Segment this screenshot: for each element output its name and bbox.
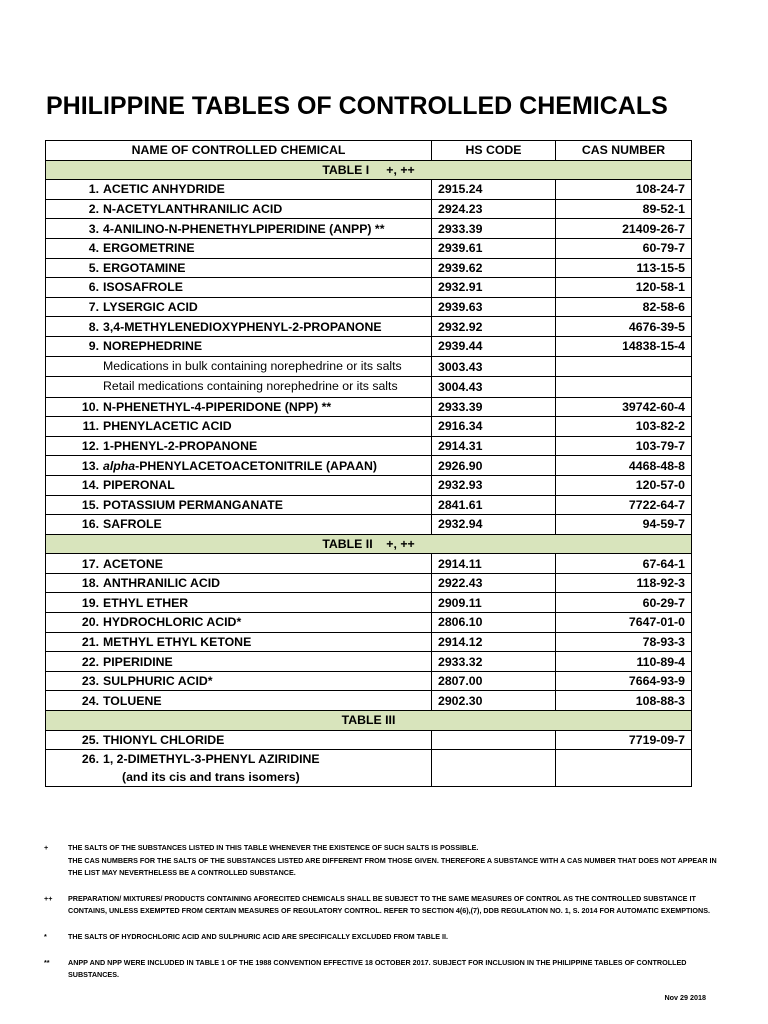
chemical-name: SULPHURIC ACID* — [103, 674, 213, 689]
chemical-name-cell — [46, 554, 432, 574]
table-row — [46, 336, 692, 356]
hs-code-cell: 2932.92 — [432, 317, 556, 337]
footnote-text: THE SALTS OF HYDROCHLORIC ACID AND SULPHURIC ACID ARE SPECIFICALLY EXCLUDED FROM TABLE II. — [68, 931, 449, 941]
item-number: 12. — [81, 439, 99, 454]
item-number: 14. — [81, 478, 99, 493]
table-row — [46, 297, 692, 317]
item-number: 26. — [81, 752, 99, 767]
cas-number-cell: 103-82-2 — [556, 417, 692, 437]
cas-number-cell: 78-93-3 — [556, 632, 692, 652]
item-number: 15. — [81, 497, 99, 512]
footnote-text: THE CAS NUMBERS FOR THE SALTS OF THE SUBSTANCES LISTED ARE DIFFERENT FROM THOSE GIVEN. THEREFORE A SUBSTANCE WITH A CAS NUMBER THAT DOES NOT APPEAR IN THE LIST MAY NEVERTHELESS BE A CONTROLLED SUBSTANCE. — [68, 855, 717, 878]
section-header-t1 — [46, 160, 692, 180]
chemical-name: TOLUENE — [103, 693, 162, 708]
table-row — [46, 238, 692, 258]
table-body — [46, 141, 692, 787]
footnote-text: ANPP AND NPP WERE INCLUDED IN TABLE 1 OF THE 1988 CONVENTION EFFECTIVE 18 OCTOBER 2017. SUBJECT FOR INCLUSION IN THE PHILIPPINE TABLES OF CONTROLLED SUBSTANCES. — [68, 957, 687, 980]
table-row — [46, 495, 692, 515]
cas-number-cell: 4468-48-8 — [556, 456, 692, 476]
footnote-text: PREPARATION/ MIXTURES/ PRODUCTS CONTAINING AFORECITED CHEMICALS SHALL BE SUBJECT TO THE SAME MEASURES OF CONTROL AS THE CONTROLLED SUBSTANCE IT CONTAINS, UNLESS EXEMPTED FROM CERTAIN MEASURES OF REGULATORY CONTROL. REFER TO SECTION 4(6),(7), DDB REGULATION NO. 1, S. 2014 FOR AUTOMATIC EXEMPTIONS. — [68, 893, 710, 916]
hs-code-cell — [432, 750, 556, 787]
footnote — [44, 842, 724, 880]
chemical-name: 4-ANILINO-N-PHENETHYLPIPERIDINE (ANPP) ** — [103, 221, 385, 236]
hs-code-cell: 2933.39 — [432, 397, 556, 417]
column-header-name: NAME OF CONTROLLED CHEMICAL — [46, 141, 432, 161]
cas-number-cell: 39742-60-4 — [556, 397, 692, 417]
chemical-name-cell — [46, 397, 432, 417]
footnotes — [44, 842, 724, 995]
hs-code-cell: 2916.34 — [432, 417, 556, 437]
item-number: 6. — [88, 280, 99, 295]
item-number: 8. — [88, 319, 99, 334]
chemical-name-cell — [46, 199, 432, 219]
table-row — [46, 475, 692, 495]
chemical-name-cell — [46, 652, 432, 672]
chemical-name: POTASSIUM PERMANGANATE — [103, 497, 283, 512]
document-date: Nov 29 2018 — [664, 993, 706, 1002]
footnote — [44, 931, 724, 944]
item-number: 11. — [82, 419, 99, 434]
cas-number-cell: 7647-01-0 — [556, 613, 692, 633]
chemical-name-cell — [46, 436, 432, 456]
cas-number-cell: 108-24-7 — [556, 180, 692, 200]
table-row — [46, 219, 692, 239]
item-number: 24. — [81, 693, 99, 708]
chemical-name: ANTHRANILIC ACID — [103, 576, 221, 591]
chemical-name: ACETIC ANHYDRIDE — [103, 182, 225, 197]
table-row — [46, 356, 692, 377]
hs-code-cell: 2939.44 — [432, 336, 556, 356]
table-row — [46, 593, 692, 613]
cas-number-cell: 110-89-4 — [556, 652, 692, 672]
chemical-name-cell — [46, 573, 432, 593]
section-header-t2 — [46, 534, 692, 554]
hs-code-cell: 2807.00 — [432, 671, 556, 691]
table-row — [46, 258, 692, 278]
item-number: 1. — [88, 182, 99, 197]
chemical-name-cell — [46, 632, 432, 652]
table-row — [46, 613, 692, 633]
chemical-name-cell — [46, 456, 432, 476]
hs-code-cell: 2915.24 — [432, 180, 556, 200]
cas-number-cell — [556, 356, 692, 377]
cas-number-cell: 120-58-1 — [556, 278, 692, 298]
table-row — [46, 397, 692, 417]
table-row — [46, 730, 692, 750]
footnote-mark: ** — [44, 957, 50, 967]
chemical-name-cell — [46, 593, 432, 613]
chemical-name-cell — [46, 180, 432, 200]
chemical-name-cell — [46, 377, 432, 398]
chemical-name-cell — [46, 750, 432, 787]
table-row — [46, 180, 692, 200]
table-row — [46, 671, 692, 691]
item-number: 18. — [81, 576, 99, 591]
cas-number-cell: 94-59-7 — [556, 515, 692, 535]
chemical-name: 1, 2-DIMETHYL-3-PHENYL AZIRIDINE — [103, 752, 320, 767]
item-number: 13. — [81, 458, 99, 473]
chemical-name: THIONYL CHLORIDE — [103, 732, 225, 747]
chemical-name-prefix: alpha — [103, 458, 136, 473]
item-number: 5. — [88, 260, 99, 275]
chemical-name-cell — [46, 219, 432, 239]
item-number: 17. — [81, 556, 99, 571]
cas-number-cell: 60-29-7 — [556, 593, 692, 613]
hs-code-cell: 2914.11 — [432, 554, 556, 574]
table-row — [46, 632, 692, 652]
section-label: TABLE III — [46, 711, 692, 731]
chemical-name-cell — [46, 417, 432, 437]
chemical-name-cell — [46, 297, 432, 317]
cas-number-cell — [556, 377, 692, 398]
chemical-name: HYDROCHLORIC ACID* — [103, 615, 242, 630]
cas-number-cell: 118-92-3 — [556, 573, 692, 593]
item-number: 23. — [81, 674, 99, 689]
hs-code-cell: 2806.10 — [432, 613, 556, 633]
cas-number-cell: 120-57-0 — [556, 475, 692, 495]
footnote — [44, 893, 724, 918]
chemical-name-cell — [46, 613, 432, 633]
cas-number-cell: 14838-15-4 — [556, 336, 692, 356]
section-header-t3 — [46, 711, 692, 731]
section-label: TABLE II +, ++ — [46, 534, 692, 554]
item-number: 4. — [88, 241, 99, 256]
table-row — [46, 691, 692, 711]
table-row — [46, 317, 692, 337]
chemical-name-cell — [46, 336, 432, 356]
hs-code-cell: 2933.39 — [432, 219, 556, 239]
chemical-name-cell — [46, 475, 432, 495]
chemical-name: Retail medications containing norephedrine or its salts — [103, 379, 398, 394]
table-row — [46, 652, 692, 672]
footnote-mark: ++ — [44, 893, 53, 903]
table-row — [46, 750, 692, 787]
hs-code-cell: 2939.61 — [432, 238, 556, 258]
table-row — [46, 377, 692, 398]
chemical-name: ETHYL ETHER — [103, 595, 189, 610]
hs-code-cell: 2939.62 — [432, 258, 556, 278]
item-number: 22. — [81, 654, 99, 669]
section-label: TABLE I +, ++ — [46, 160, 692, 180]
cas-number-cell: 67-64-1 — [556, 554, 692, 574]
chemical-name-cell — [46, 278, 432, 298]
chemical-name: N-PHENETHYL-4-PIPERIDONE (NPP) ** — [103, 399, 332, 414]
cas-number-cell — [556, 750, 692, 787]
cas-number-cell: 89-52-1 — [556, 199, 692, 219]
item-number: 9. — [88, 339, 99, 354]
item-number: 16. — [81, 517, 99, 532]
hs-code-cell: 2939.63 — [432, 297, 556, 317]
cas-number-cell: 7664-93-9 — [556, 671, 692, 691]
chemical-name: ACETONE — [103, 556, 163, 571]
hs-code-cell: 2914.31 — [432, 436, 556, 456]
item-number: 20. — [81, 615, 99, 630]
item-number: 3. — [88, 221, 99, 236]
footnote-mark: * — [44, 931, 47, 941]
chemical-name-cell — [46, 730, 432, 750]
chemical-name-cell — [46, 258, 432, 278]
item-number: 2. — [88, 202, 99, 217]
chemical-name: 3,4-METHYLENEDIOXYPHENYL-2-PROPANONE — [103, 319, 382, 334]
hs-code-cell — [432, 730, 556, 750]
table-row — [46, 436, 692, 456]
cas-number-cell: 21409-26-7 — [556, 219, 692, 239]
item-number: 19. — [81, 595, 99, 610]
hs-code-cell: 2932.93 — [432, 475, 556, 495]
chemical-name: METHYL ETHYL KETONE — [103, 634, 252, 649]
chemical-name-cell — [46, 495, 432, 515]
footnote — [44, 957, 724, 982]
chemical-name: ERGOMETRINE — [103, 241, 195, 256]
table-row — [46, 278, 692, 298]
column-header-cas-number: CAS NUMBER — [556, 141, 692, 161]
item-number: 7. — [88, 300, 99, 315]
chemical-name-cell — [46, 671, 432, 691]
hs-code-cell: 2926.90 — [432, 456, 556, 476]
hs-code-cell: 2909.11 — [432, 593, 556, 613]
hs-code-cell: 2914.12 — [432, 632, 556, 652]
chemical-name — [103, 459, 377, 473]
chemical-name: PIPERONAL — [103, 478, 175, 493]
chemical-name: ISOSAFROLE — [103, 280, 183, 295]
chemical-name-cell — [46, 515, 432, 535]
header-row — [46, 141, 692, 161]
chemical-name: 1-PHENYL-2-PROPANONE — [103, 439, 258, 454]
cas-number-cell: 60-79-7 — [556, 238, 692, 258]
table-row — [46, 417, 692, 437]
hs-code-cell: 3004.43 — [432, 377, 556, 398]
footnote-mark: + — [44, 843, 49, 852]
chemical-name: NOREPHEDRINE — [103, 339, 203, 354]
chemical-name: Medications in bulk containing norephedrine or its salts — [103, 358, 402, 373]
table-row — [46, 456, 692, 476]
hs-code-cell: 2922.43 — [432, 573, 556, 593]
hs-code-cell: 2841.61 — [432, 495, 556, 515]
table-row — [46, 515, 692, 535]
chemical-name-cell — [46, 356, 432, 377]
page-title: PHILIPPINE TABLES OF CONTROLLED CHEMICALS — [46, 92, 668, 120]
cas-number-cell: 103-79-7 — [556, 436, 692, 456]
chemical-name: PIPERIDINE — [103, 654, 173, 669]
chemical-name-rest: -PHENYLACETOACETONITRILE (APAAN) — [135, 458, 377, 473]
table-row — [46, 573, 692, 593]
footnote-text: THE SALTS OF THE SUBSTANCES LISTED IN THIS TABLE WHENEVER THE EXISTENCE OF SUCH SALTS IS POSSIBLE. — [68, 843, 479, 852]
chemical-name: SAFROLE — [103, 517, 162, 532]
item-number: 21. — [81, 634, 99, 649]
hs-code-cell: 2924.23 — [432, 199, 556, 219]
cas-number-cell: 82-58-6 — [556, 297, 692, 317]
cas-number-cell: 7719-09-7 — [556, 730, 692, 750]
chemical-name: LYSERGIC ACID — [103, 300, 198, 315]
table-row — [46, 199, 692, 219]
cas-number-cell: 113-15-5 — [556, 258, 692, 278]
chemical-name-cell — [46, 238, 432, 258]
chemical-name-cell — [46, 691, 432, 711]
hs-code-cell: 2933.32 — [432, 652, 556, 672]
cas-number-cell: 7722-64-7 — [556, 495, 692, 515]
controlled-chemicals-table — [45, 140, 692, 787]
cas-number-cell: 108-88-3 — [556, 691, 692, 711]
hs-code-cell: 2932.94 — [432, 515, 556, 535]
chemical-name-note: (and its cis and trans isomers) — [122, 770, 300, 785]
item-number: 10. — [81, 399, 99, 414]
chemical-name: N-ACETYLANTHRANILIC ACID — [103, 202, 283, 217]
hs-code-cell: 3003.43 — [432, 356, 556, 377]
chemical-name-cell — [46, 317, 432, 337]
table-row — [46, 554, 692, 574]
chemical-name: ERGOTAMINE — [103, 260, 186, 275]
chemical-name: PHENYLACETIC ACID — [103, 419, 232, 434]
hs-code-cell: 2932.91 — [432, 278, 556, 298]
column-header-hs-code: HS CODE — [432, 141, 556, 161]
hs-code-cell: 2902.30 — [432, 691, 556, 711]
item-number: 25. — [81, 732, 99, 747]
cas-number-cell: 4676-39-5 — [556, 317, 692, 337]
